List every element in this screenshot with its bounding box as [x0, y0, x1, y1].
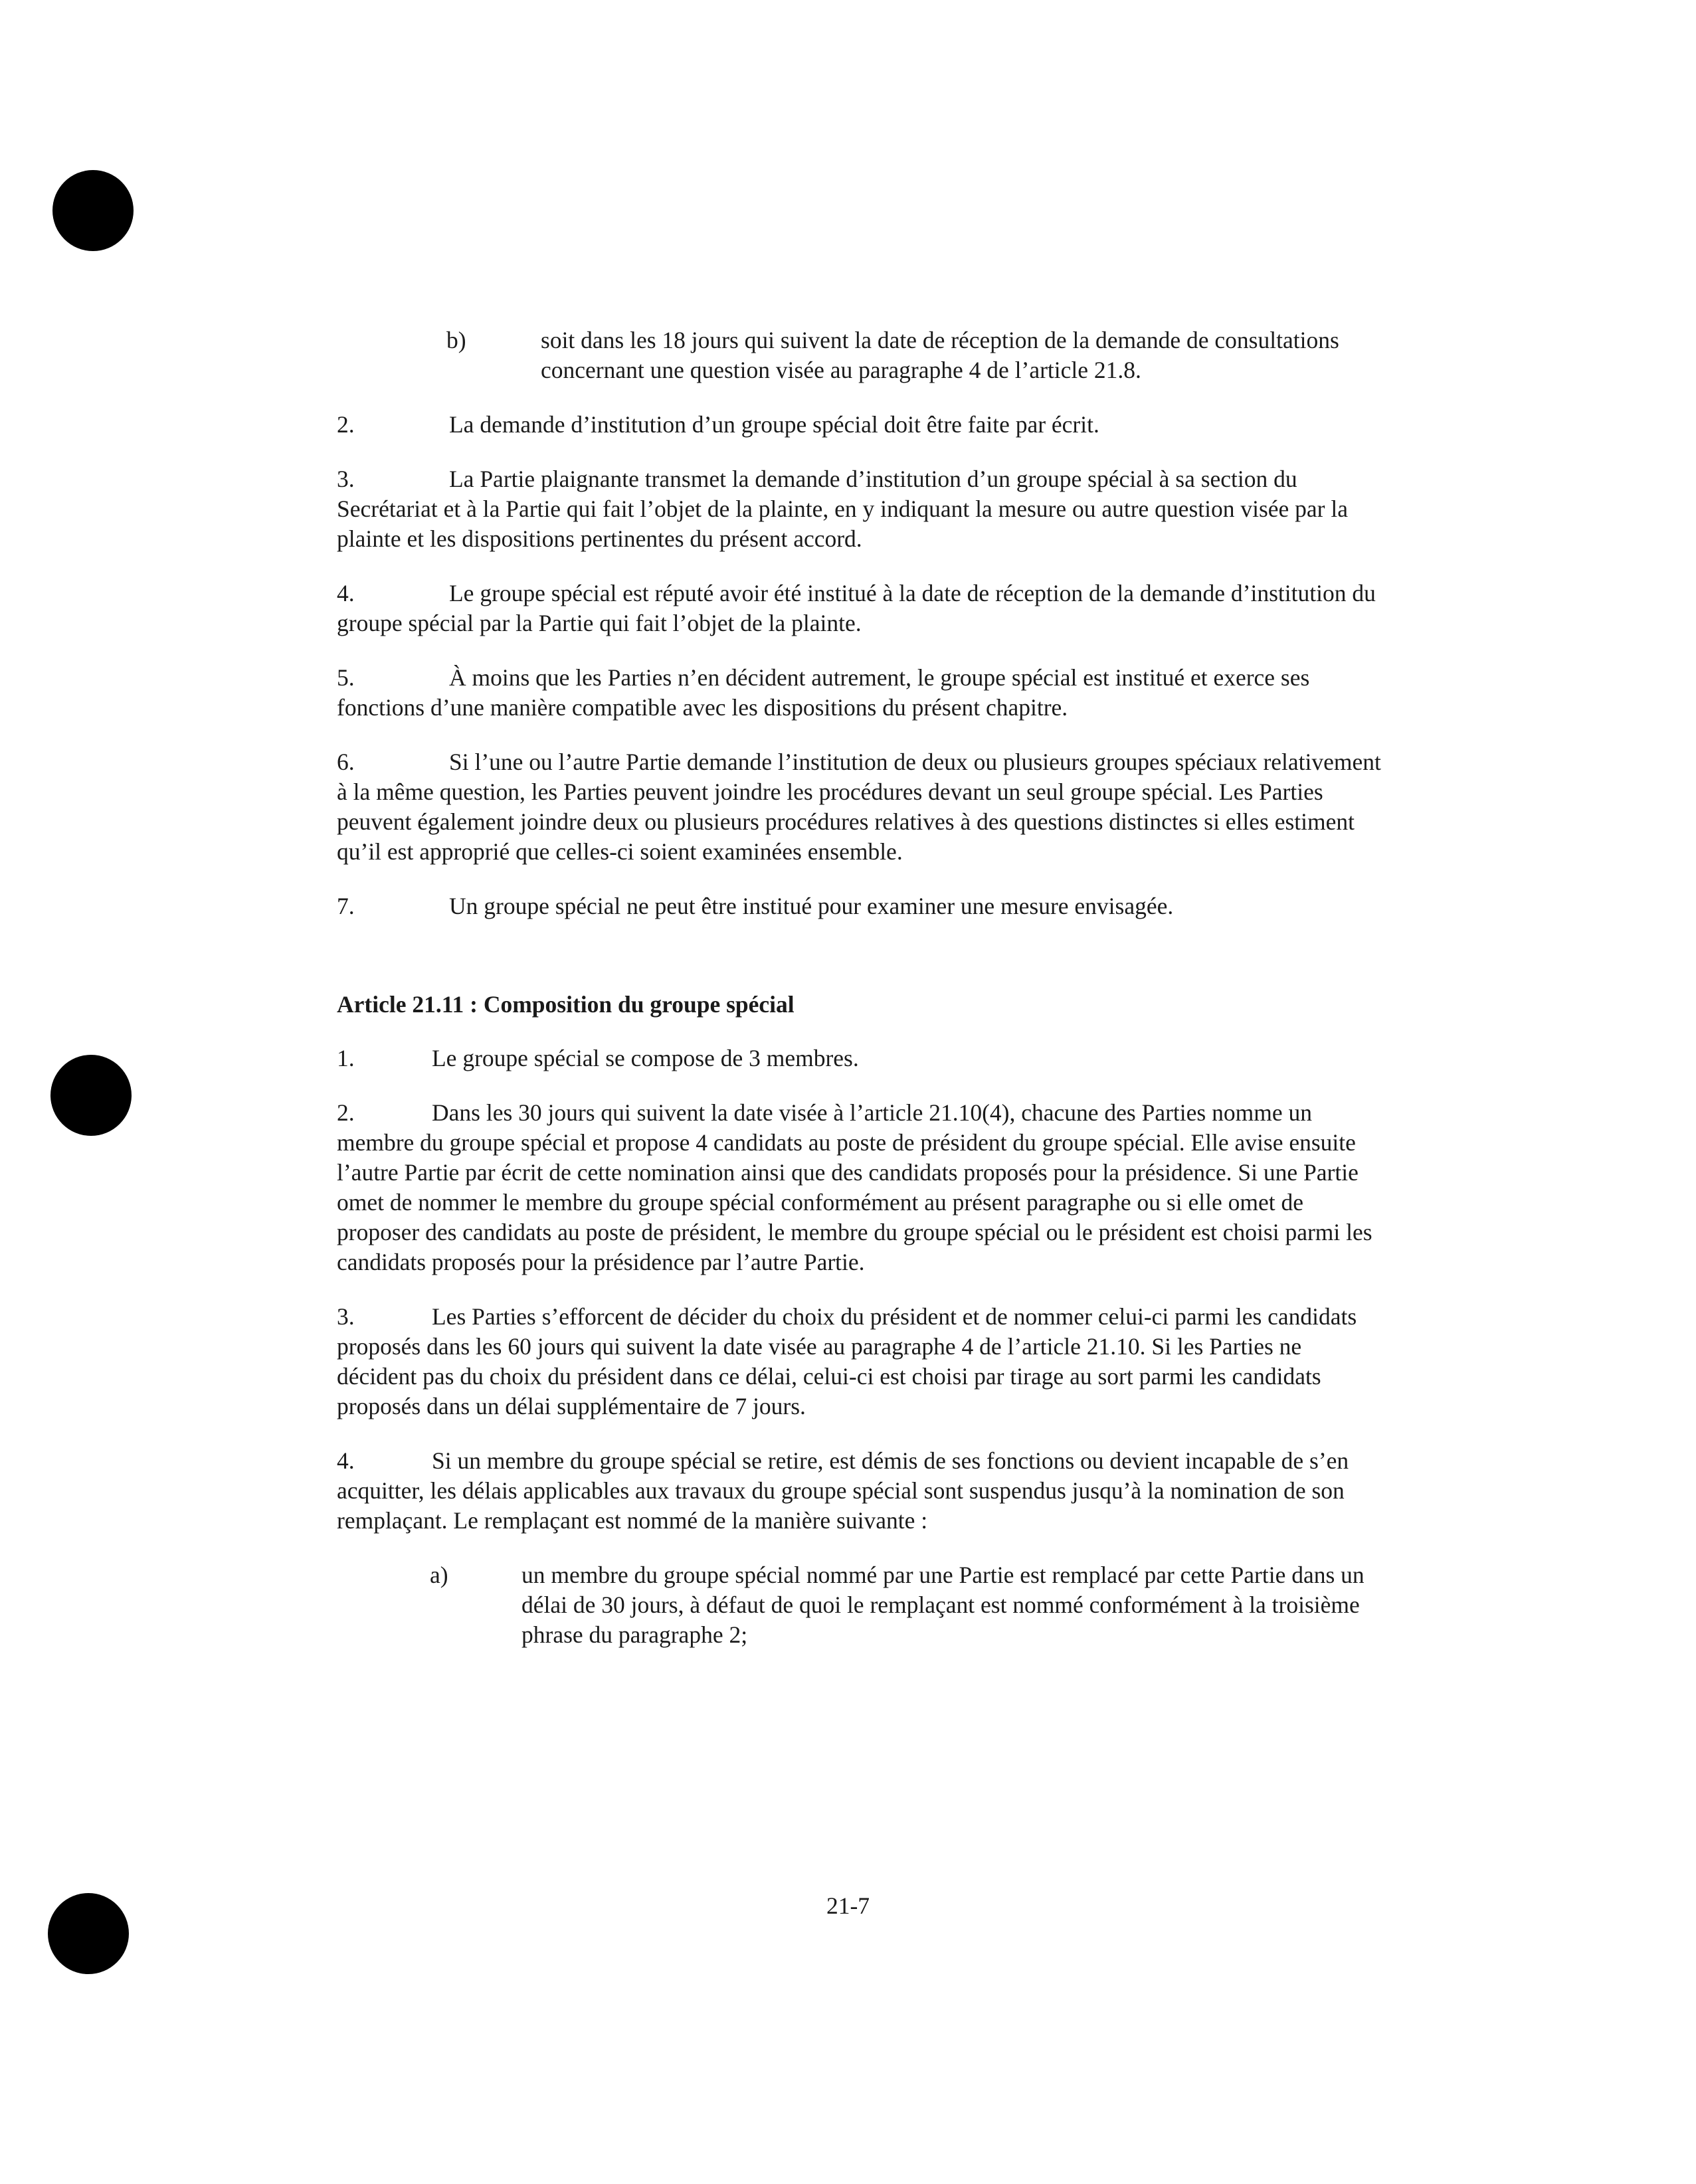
- paragraph-number: 4.: [337, 580, 355, 606]
- paragraph-number: 3.: [337, 466, 355, 492]
- paragraph-number: 2.: [337, 1099, 355, 1126]
- list-item-text: un membre du groupe spécial nommé par une Partie est remplacé par cette Partie dans un délai de 30 jours, à défaut de quoi le remplaçant est nommé conformément à la troisième phrase du paragraphe 2;: [521, 1562, 1365, 1648]
- paragraph-number: 5.: [337, 664, 355, 691]
- paragraph-text: Si un membre du groupe spécial se retire, est démis de ses fonctions ou devient incapable de s’en acquitter, les délais applicables aux travaux du groupe spécial sont suspendus jusqu’à la nomination de son remplaçant. Le remplaçant est nommé de la manière suivante :: [337, 1447, 1349, 1534]
- paragraph-number: 7.: [337, 893, 355, 919]
- paragraph-number: 4.: [337, 1447, 355, 1474]
- paragraph-number: 1.: [337, 1045, 355, 1071]
- page-number: 21-7: [826, 1892, 870, 1919]
- paragraph-number: 2.: [337, 411, 355, 438]
- paragraph-text: La demande d’institution d’un groupe spécial doit être faite par écrit.: [449, 411, 1099, 438]
- paragraph-text: Dans les 30 jours qui suivent la date visée à l’article 21.10(4), chacune des Parties nomme un membre du groupe spécial et propose 4 candidats au poste de président du groupe spécial. Elle avise ensuite l’autre Partie par écrit de cette nomination ainsi que des candidats proposés pour la présidence. Si une Partie omet de nommer le membre du groupe spécial conformément au présent paragraphe ou si elle omet de proposer des candidats au poste de président, le membre du groupe spécial ou le président est choisi parmi les candidats proposés pour la présidence par l’autre Partie.: [337, 1099, 1372, 1275]
- paragraph-5: [337, 663, 1386, 723]
- paragraph-text: Si l’une ou l’autre Partie demande l’institution de deux ou plusieurs groupes spéciaux relativement à la même question, les Parties peuvent joindre les procédures devant un seul groupe spécial. Les Parties peuvent également joindre deux ou plusieurs procédures relatives à des questions distinctes si elles estiment qu’il est approprié que celles-ci soient examinées ensemble.: [337, 749, 1381, 865]
- paragraph-text: Les Parties s’efforcent de décider du choix du président et de nommer celui-ci parmi les candidats proposés dans les 60 jours qui suivent la date visée au paragraphe 4 de l’article 21.10. Si les Parties ne décident pas du choix du président dans ce délai, celui-ci est choisi par tirage au sort parmi les candidats proposés dans un délai supplémentaire de 7 jours.: [337, 1303, 1357, 1419]
- paragraph-3: [337, 1302, 1386, 1421]
- paragraph-2: [337, 410, 1386, 440]
- paragraph-text: À moins que les Parties n’en décident autrement, le groupe spécial est institué et exerce ses fonctions d’une manière compatible avec les dispositions du présent chapitre.: [337, 664, 1310, 721]
- binder-hole-middle: [50, 1055, 132, 1136]
- list-item-marker: b): [446, 327, 466, 353]
- paragraph-1: [337, 1044, 1386, 1073]
- paragraph-text: Le groupe spécial est réputé avoir été institué à la date de réception de la demande d’institution du groupe spécial par la Partie qui fait l’objet de la plainte.: [337, 580, 1376, 636]
- paragraph-6: [337, 747, 1386, 867]
- paragraph-3: [337, 464, 1386, 554]
- list-item: [337, 1560, 1386, 1650]
- list-item-marker: a): [430, 1562, 448, 1588]
- paragraph-number: 6.: [337, 749, 355, 775]
- paragraph-text: Un groupe spécial ne peut être institué pour examiner une mesure envisagée.: [449, 893, 1174, 919]
- document-body: [337, 325, 1386, 1675]
- paragraph-4: [337, 1446, 1386, 1536]
- paragraph-2: [337, 1098, 1386, 1277]
- list-item: [337, 325, 1386, 385]
- list-item-text: soit dans les 18 jours qui suivent la date de réception de la demande de consultations concernant une question visée au paragraphe 4 de l’article 21.8.: [541, 327, 1339, 383]
- paragraph-text: La Partie plaignante transmet la demande d’institution d’un groupe spécial à sa section du Secrétariat et à la Partie qui fait l’objet de la plainte, en y indiquant la mesure ou autre question visée par la plainte et les dispositions pertinentes du présent accord.: [337, 466, 1348, 552]
- binder-hole-top: [52, 170, 134, 251]
- paragraph-text: Le groupe spécial se compose de 3 membres.: [432, 1045, 859, 1071]
- paragraph-4: [337, 579, 1386, 638]
- article-heading: Article 21.11 : Composition du groupe spécial: [337, 991, 795, 1018]
- paragraph-number: 3.: [337, 1303, 355, 1330]
- paragraph-7: [337, 891, 1386, 921]
